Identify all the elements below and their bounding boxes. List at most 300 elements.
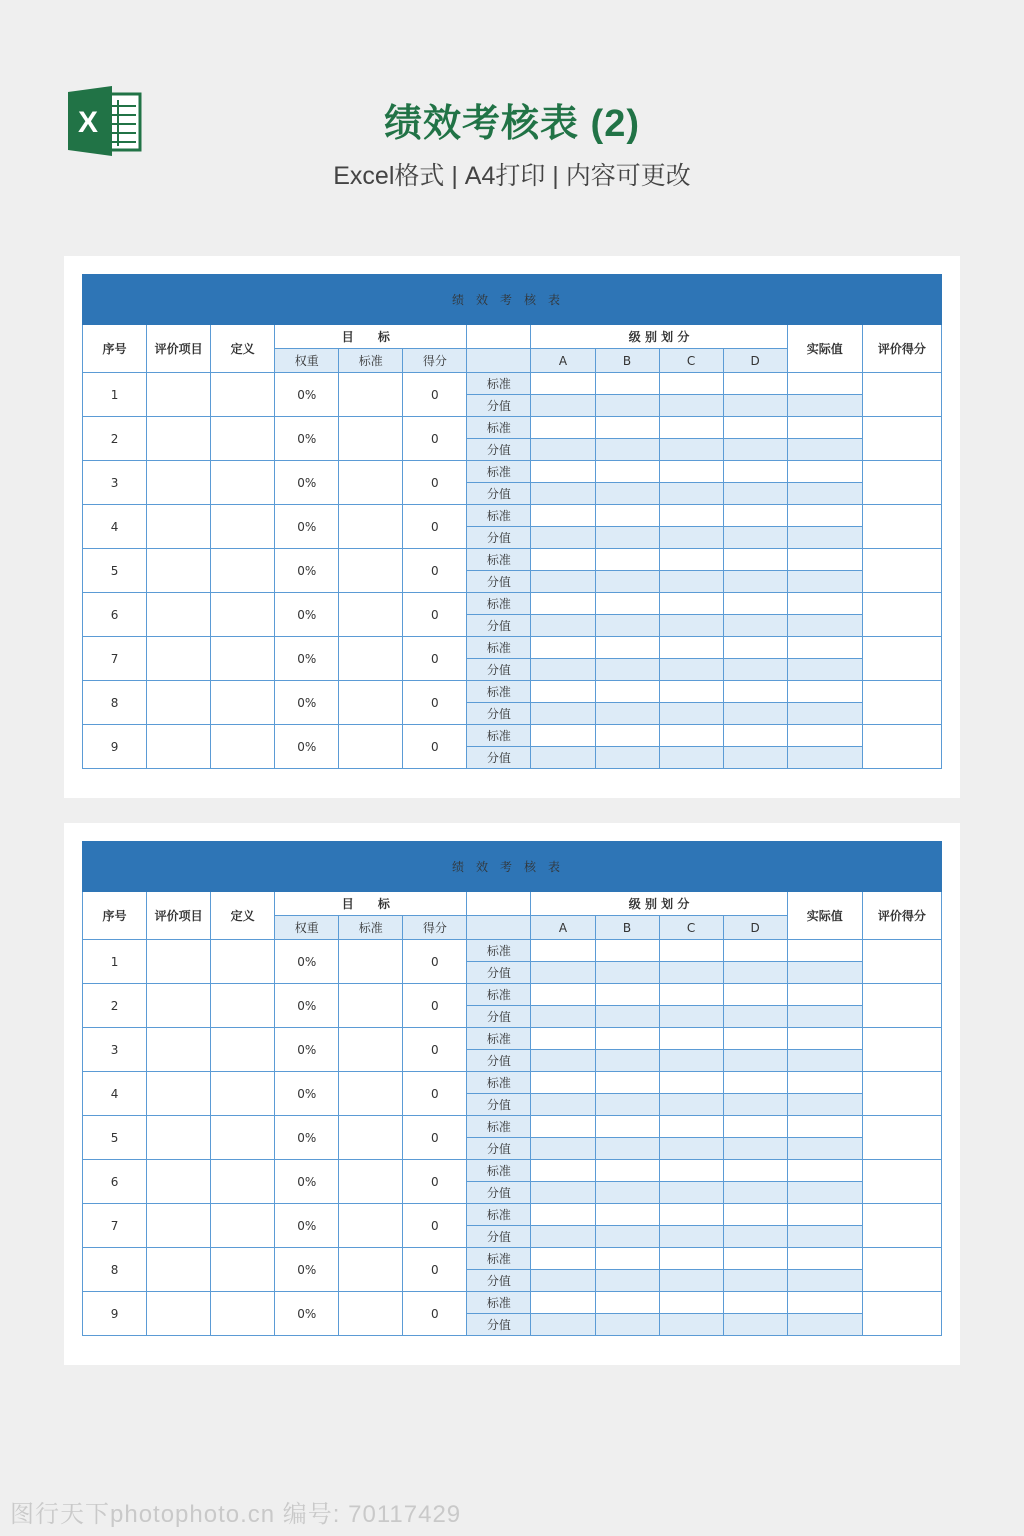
grade-value-cell [531, 1094, 595, 1116]
definition-cell [211, 593, 275, 637]
weight-cell: 0% [275, 1204, 339, 1248]
weight-cell: 0% [275, 417, 339, 461]
score-cell: 0 [403, 461, 467, 505]
col-header-grade: B [595, 349, 659, 373]
grade-cell [659, 984, 723, 1006]
col-header-definition: 定义 [211, 892, 275, 940]
row-label-value: 分值 [467, 1006, 531, 1028]
grade-cell [531, 373, 595, 395]
score-cell: 0 [403, 984, 467, 1028]
row-label-standard: 标准 [467, 1160, 531, 1182]
row-number: 9 [83, 1292, 147, 1336]
sheet-title: 绩效考核表 [83, 842, 942, 892]
row-number: 2 [83, 417, 147, 461]
eval-score-cell [862, 984, 941, 1028]
row-label-standard: 标准 [467, 1028, 531, 1050]
eval-item-cell[interactable] [147, 1248, 211, 1292]
weight-cell: 0% [275, 1116, 339, 1160]
row-number: 1 [83, 940, 147, 984]
grade-cell [595, 637, 659, 659]
row-number: 3 [83, 1028, 147, 1072]
col-header-eval-score: 评价得分 [862, 892, 941, 940]
col-header-standard: 标准 [339, 916, 403, 940]
col-header-level: 级 别 划 分 [531, 892, 787, 916]
col-header-grade: C [659, 916, 723, 940]
definition-cell [211, 1292, 275, 1336]
grade-value-cell [787, 1050, 862, 1072]
row-number: 2 [83, 984, 147, 1028]
grade-value-cell [531, 1050, 595, 1072]
target-standard-cell [339, 373, 403, 417]
grade-cell [787, 1248, 862, 1270]
score-cell: 0 [403, 940, 467, 984]
target-standard-cell [339, 681, 403, 725]
table-row [83, 940, 942, 962]
grade-cell [659, 373, 723, 395]
grade-value-cell [659, 1314, 723, 1336]
definition-cell [211, 549, 275, 593]
excel-logo-letter: X [77, 106, 99, 139]
grade-value-cell [723, 1270, 787, 1292]
sheet-preview-2 [64, 823, 960, 1365]
target-standard-cell [339, 1028, 403, 1072]
grade-value-cell [595, 571, 659, 593]
definition-cell [211, 681, 275, 725]
eval-item-cell[interactable] [147, 1028, 211, 1072]
definition-cell [211, 984, 275, 1028]
row-label-value: 分值 [467, 1270, 531, 1292]
table-row [83, 725, 942, 747]
grade-cell [659, 725, 723, 747]
grade-value-cell [723, 1050, 787, 1072]
eval-item-cell[interactable] [147, 637, 211, 681]
grade-value-cell [723, 1182, 787, 1204]
grade-value-cell [723, 615, 787, 637]
grade-value-cell [659, 1270, 723, 1292]
eval-item-cell[interactable] [147, 1292, 211, 1336]
score-cell: 0 [403, 373, 467, 417]
score-cell: 0 [403, 417, 467, 461]
weight-cell: 0% [275, 1248, 339, 1292]
row-label-value: 分值 [467, 1226, 531, 1248]
grade-cell [595, 1116, 659, 1138]
weight-cell: 0% [275, 725, 339, 769]
eval-score-cell [862, 549, 941, 593]
grade-cell [595, 593, 659, 615]
definition-cell [211, 373, 275, 417]
grade-cell [531, 593, 595, 615]
grade-value-cell [787, 1138, 862, 1160]
table-row [83, 1072, 942, 1094]
grade-value-cell [595, 1094, 659, 1116]
definition-cell [211, 1028, 275, 1072]
grade-value-cell [723, 571, 787, 593]
grade-cell [723, 549, 787, 571]
grade-cell [595, 940, 659, 962]
row-label-standard: 标准 [467, 940, 531, 962]
grade-cell [531, 549, 595, 571]
eval-score-cell [862, 1292, 941, 1336]
table-row [83, 417, 942, 439]
grade-cell [595, 1072, 659, 1094]
eval-item-cell[interactable] [147, 1204, 211, 1248]
target-standard-cell [339, 1204, 403, 1248]
grade-cell [595, 505, 659, 527]
row-number: 8 [83, 681, 147, 725]
grade-cell [659, 1028, 723, 1050]
grade-cell [595, 1204, 659, 1226]
grade-cell [531, 1292, 595, 1314]
target-standard-cell [339, 1160, 403, 1204]
grade-value-cell [723, 659, 787, 681]
weight-cell: 0% [275, 549, 339, 593]
eval-item-cell[interactable] [147, 593, 211, 637]
grade-value-cell [659, 703, 723, 725]
target-standard-cell [339, 549, 403, 593]
grade-value-cell [787, 483, 862, 505]
eval-score-cell [862, 505, 941, 549]
col-header-score: 得分 [403, 349, 467, 373]
grade-cell [595, 1248, 659, 1270]
weight-cell: 0% [275, 461, 339, 505]
grade-value-cell [531, 439, 595, 461]
row-label-value: 分值 [467, 1050, 531, 1072]
grade-value-cell [595, 395, 659, 417]
definition-cell [211, 1204, 275, 1248]
grade-value-cell [787, 571, 862, 593]
sheet-preview-1 [64, 256, 960, 798]
grade-cell [595, 373, 659, 395]
target-standard-cell [339, 461, 403, 505]
grade-cell [723, 940, 787, 962]
grade-value-cell [723, 703, 787, 725]
row-label-value: 分值 [467, 571, 531, 593]
grade-cell [659, 593, 723, 615]
grade-value-cell [531, 483, 595, 505]
row-label-standard: 标准 [467, 505, 531, 527]
col-header-grade: D [723, 916, 787, 940]
grade-value-cell [787, 1270, 862, 1292]
grade-value-cell [659, 1006, 723, 1028]
col-header-score: 得分 [403, 916, 467, 940]
grade-value-cell [787, 1314, 862, 1336]
grade-cell [595, 1160, 659, 1182]
weight-cell: 0% [275, 1160, 339, 1204]
grade-value-cell [723, 1138, 787, 1160]
weight-cell: 0% [275, 940, 339, 984]
weight-cell: 0% [275, 984, 339, 1028]
grade-value-cell [595, 659, 659, 681]
eval-item-cell[interactable] [147, 681, 211, 725]
table-row [83, 373, 942, 395]
eval-item-cell[interactable] [147, 725, 211, 769]
row-label-value: 分值 [467, 483, 531, 505]
grade-cell [723, 1248, 787, 1270]
eval-score-cell [862, 461, 941, 505]
row-label-value: 分值 [467, 1182, 531, 1204]
grade-value-cell [723, 1094, 787, 1116]
score-cell: 0 [403, 1160, 467, 1204]
grade-value-cell [595, 747, 659, 769]
grade-cell [531, 461, 595, 483]
watermark-text: 图行天下photophoto.cn 编号: 70117429 [10, 1501, 462, 1528]
grade-value-cell [659, 659, 723, 681]
row-label-value: 分值 [467, 395, 531, 417]
grade-value-cell [723, 439, 787, 461]
table-row [83, 1292, 942, 1314]
grade-cell [659, 1248, 723, 1270]
eval-score-cell [862, 940, 941, 984]
eval-item-cell[interactable] [147, 373, 211, 417]
grade-cell [723, 1292, 787, 1314]
grade-value-cell [723, 395, 787, 417]
table-row [83, 1204, 942, 1226]
row-label-standard: 标准 [467, 461, 531, 483]
target-standard-cell [339, 1072, 403, 1116]
target-standard-cell [339, 637, 403, 681]
grade-cell [595, 725, 659, 747]
definition-cell [211, 505, 275, 549]
target-standard-cell [339, 1116, 403, 1160]
grade-cell [659, 1292, 723, 1314]
grade-value-cell [723, 747, 787, 769]
grade-value-cell [531, 527, 595, 549]
row-number: 7 [83, 1204, 147, 1248]
row-number: 1 [83, 373, 147, 417]
grade-cell [659, 461, 723, 483]
table-row [83, 461, 942, 483]
col-header-blank [467, 325, 531, 349]
eval-score-cell [862, 1072, 941, 1116]
col-header-grade: D [723, 349, 787, 373]
grade-value-cell [531, 703, 595, 725]
grade-value-cell [787, 962, 862, 984]
table-row [83, 549, 942, 571]
definition-cell [211, 1116, 275, 1160]
row-number: 7 [83, 637, 147, 681]
eval-item-cell[interactable] [147, 984, 211, 1028]
score-cell: 0 [403, 1248, 467, 1292]
grade-cell [723, 681, 787, 703]
grade-cell [723, 1116, 787, 1138]
grade-value-cell [787, 747, 862, 769]
row-label-value: 分值 [467, 615, 531, 637]
grade-value-cell [531, 962, 595, 984]
grade-value-cell [531, 1138, 595, 1160]
col-header-actual: 实际值 [787, 325, 862, 373]
grade-value-cell [659, 615, 723, 637]
row-label-value: 分值 [467, 1094, 531, 1116]
row-label-standard: 标准 [467, 984, 531, 1006]
row-number: 6 [83, 593, 147, 637]
grade-cell [787, 681, 862, 703]
eval-score-cell [862, 373, 941, 417]
row-label-standard: 标准 [467, 637, 531, 659]
eval-score-cell [862, 1204, 941, 1248]
grade-value-cell [595, 1182, 659, 1204]
score-cell: 0 [403, 1204, 467, 1248]
grade-cell [531, 1160, 595, 1182]
row-number: 4 [83, 505, 147, 549]
grade-cell [595, 1292, 659, 1314]
row-number: 6 [83, 1160, 147, 1204]
col-header-grade: A [531, 916, 595, 940]
grade-value-cell [659, 571, 723, 593]
grade-value-cell [531, 1314, 595, 1336]
grade-value-cell [787, 703, 862, 725]
target-standard-cell [339, 940, 403, 984]
grade-value-cell [531, 395, 595, 417]
eval-item-cell[interactable] [147, 505, 211, 549]
table-row [83, 681, 942, 703]
grade-cell [595, 549, 659, 571]
grade-cell [787, 549, 862, 571]
grade-cell [723, 1204, 787, 1226]
table-row [83, 1028, 942, 1050]
grade-cell [595, 461, 659, 483]
row-number: 3 [83, 461, 147, 505]
definition-cell [211, 1072, 275, 1116]
grade-value-cell [723, 962, 787, 984]
eval-score-cell [862, 725, 941, 769]
grade-cell [531, 1248, 595, 1270]
score-cell: 0 [403, 505, 467, 549]
grade-value-cell [595, 703, 659, 725]
col-header-standard: 标准 [339, 349, 403, 373]
grade-value-cell [595, 1226, 659, 1248]
grade-value-cell [723, 1006, 787, 1028]
grade-cell [531, 505, 595, 527]
grade-cell [723, 1160, 787, 1182]
score-cell: 0 [403, 549, 467, 593]
eval-score-cell [862, 417, 941, 461]
col-header-grade: A [531, 349, 595, 373]
grade-value-cell [659, 1050, 723, 1072]
row-label-value: 分值 [467, 1314, 531, 1336]
row-number: 8 [83, 1248, 147, 1292]
grade-value-cell [787, 439, 862, 461]
row-label-value: 分值 [467, 962, 531, 984]
col-header-label-blank [467, 349, 531, 373]
definition-cell [211, 461, 275, 505]
grade-cell [659, 1204, 723, 1226]
eval-item-cell[interactable] [147, 417, 211, 461]
grade-cell [787, 725, 862, 747]
grade-cell [595, 984, 659, 1006]
definition-cell [211, 1248, 275, 1292]
grade-value-cell [723, 483, 787, 505]
grade-cell [595, 417, 659, 439]
row-label-value: 分值 [467, 747, 531, 769]
grade-cell [787, 417, 862, 439]
col-header-grade: C [659, 349, 723, 373]
col-header-label-blank [467, 916, 531, 940]
col-header-eval-score: 评价得分 [862, 325, 941, 373]
grade-cell [659, 681, 723, 703]
row-label-standard: 标准 [467, 1204, 531, 1226]
weight-cell: 0% [275, 681, 339, 725]
grade-cell [787, 1116, 862, 1138]
row-label-standard: 标准 [467, 725, 531, 747]
weight-cell: 0% [275, 1072, 339, 1116]
grade-value-cell [531, 1006, 595, 1028]
grade-cell [659, 417, 723, 439]
eval-item-cell[interactable] [147, 1072, 211, 1116]
grade-cell [787, 593, 862, 615]
weight-cell: 0% [275, 505, 339, 549]
grade-value-cell [531, 571, 595, 593]
col-header-item: 评价项目 [147, 892, 211, 940]
grade-value-cell [531, 659, 595, 681]
grade-value-cell [787, 395, 862, 417]
table-row [83, 1116, 942, 1138]
row-number: 4 [83, 1072, 147, 1116]
grade-cell [787, 984, 862, 1006]
row-label-standard: 标准 [467, 549, 531, 571]
target-standard-cell [339, 417, 403, 461]
eval-item-cell[interactable] [147, 940, 211, 984]
col-header-definition: 定义 [211, 325, 275, 373]
weight-cell: 0% [275, 637, 339, 681]
grade-cell [531, 1028, 595, 1050]
grade-value-cell [787, 1094, 862, 1116]
score-cell: 0 [403, 1072, 467, 1116]
grade-cell [659, 1116, 723, 1138]
definition-cell [211, 940, 275, 984]
row-label-standard: 标准 [467, 593, 531, 615]
grade-cell [723, 461, 787, 483]
col-header-no: 序号 [83, 892, 147, 940]
eval-score-cell [862, 1028, 941, 1072]
sheet-title: 绩效考核表 [83, 275, 942, 325]
grade-cell [531, 417, 595, 439]
grade-value-cell [659, 439, 723, 461]
grade-value-cell [595, 483, 659, 505]
eval-score-cell [862, 637, 941, 681]
grade-cell [595, 1028, 659, 1050]
eval-item-cell[interactable] [147, 549, 211, 593]
definition-cell [211, 637, 275, 681]
eval-score-cell [862, 593, 941, 637]
grade-cell [531, 1116, 595, 1138]
grade-value-cell [723, 1314, 787, 1336]
col-header-target: 目 标 [275, 325, 467, 349]
col-header-grade: B [595, 916, 659, 940]
weight-cell: 0% [275, 373, 339, 417]
eval-item-cell[interactable] [147, 1116, 211, 1160]
row-label-standard: 标准 [467, 1072, 531, 1094]
definition-cell [211, 417, 275, 461]
score-cell: 0 [403, 1116, 467, 1160]
grade-cell [531, 1204, 595, 1226]
grade-value-cell [595, 1314, 659, 1336]
eval-item-cell[interactable] [147, 461, 211, 505]
grade-value-cell [787, 1182, 862, 1204]
grade-value-cell [787, 659, 862, 681]
grade-value-cell [659, 527, 723, 549]
grade-value-cell [659, 747, 723, 769]
grade-cell [659, 1160, 723, 1182]
eval-score-cell [862, 1116, 941, 1160]
col-header-level: 级 别 划 分 [531, 325, 787, 349]
row-number: 5 [83, 549, 147, 593]
grade-cell [787, 1292, 862, 1314]
col-header-actual: 实际值 [787, 892, 862, 940]
row-label-value: 分值 [467, 1138, 531, 1160]
eval-item-cell[interactable] [147, 1160, 211, 1204]
grade-cell [531, 637, 595, 659]
col-header-item: 评价项目 [147, 325, 211, 373]
